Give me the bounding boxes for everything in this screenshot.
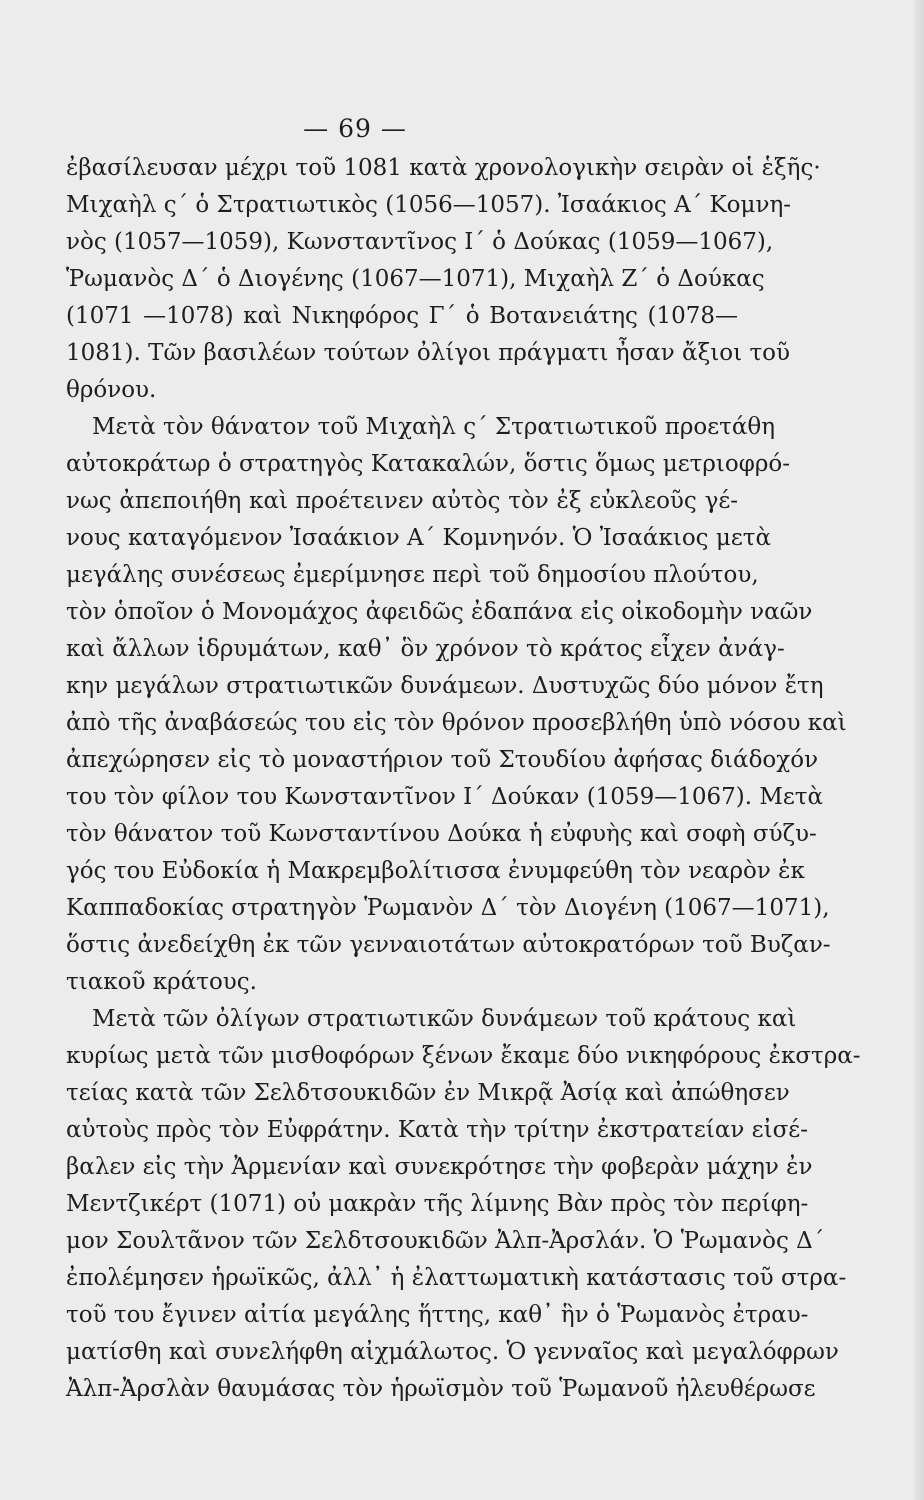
text-line: αὐτοκράτωρ ὁ στρατηγὸς Κατακαλών, ὅστις ὅμως μετριοφρό- xyxy=(66,451,791,477)
text-line: τὸν ὁποῖον ὁ Μονομάχος ἀφειδῶς ἐδαπάνα εἰς οἰκοδομὴν ναῶν xyxy=(66,599,813,625)
text-line: (1071 —1078) καὶ Νικηφόρος Γ΄ ὁ Βοτανειάτης (1078— xyxy=(66,303,738,329)
text-line: τείας κατὰ τῶν Σελδτσουκιδῶν ἐν Μικρᾷ Ἀσίᾳ καὶ ἀπώθησεν xyxy=(66,1080,790,1106)
text-line: μεγάλης συνέσεως ἐμερίμνησε περὶ τοῦ δημοσίου πλούτου, xyxy=(66,562,759,588)
text-line: Μιχαὴλ ς΄ ὁ Στρατιωτικὸς (1056—1057). Ἰσαάκιος Α΄ Κομνη- xyxy=(66,192,791,218)
text-line: ἀπὸ τῆς ἀναβάσεώς του εἰς τὸν θρόνον προσεβλήθη ὑπὸ νόσου καὶ xyxy=(66,710,847,736)
text-line: ἀπεχώρησεν εἰς τὸ μοναστήριον τοῦ Στουδίου ἀφήσας διάδοχόν xyxy=(66,747,819,773)
body-text xyxy=(66,150,861,1408)
text-line: αὐτοὺς πρὸς τὸν Εὐφράτην. Κατὰ τὴν τρίτην ἐκστρατείαν εἰσέ- xyxy=(66,1117,808,1143)
text-line: 1081). Τῶν βασιλέων τούτων ὀλίγοι πράγματι ἦσαν ἄξιοι τοῦ xyxy=(66,340,790,366)
text-line: του τὸν φίλον του Κωνσταντῖνον Ι΄ Δούκαν (1059—1067). Μετὰ xyxy=(66,784,824,810)
text-line: Καππαδοκίας στρατηγὸν Ῥωμανὸν Δ΄ τὸν Διογένη (1067—1071), xyxy=(66,895,830,921)
text-line: νὸς (1057—1059), Κωνσταντῖνος Ι΄ ὁ Δούκας (1059—1067), xyxy=(66,229,774,255)
text-line: ματίσθη καὶ συνελήφθη αἰχμάλωτος. Ὁ γενναῖος καὶ μεγαλόφρων xyxy=(66,1339,839,1365)
text-line: Μεντζικέρτ (1071) οὐ μακρὰν τῆς λίμνης Βὰν πρὸς τὸν περίφη- xyxy=(66,1191,809,1217)
text-line: τιακοῦ κράτους. xyxy=(66,969,257,995)
text-line: Μετὰ τὸν θάνατον τοῦ Μιχαὴλ ς΄ Στρατιωτικοῦ προετάθη xyxy=(92,414,775,440)
text-line: ἐβασίλευσαν μέχρι τοῦ 1081 κατὰ χρονολογικὴν σειρὰν οἱ ἑξῆς· xyxy=(66,155,821,181)
page-number: — 69 — xyxy=(303,114,407,143)
text-line: Ἀλπ-Ἀρσλὰν θαυμάσας τὸν ἡρωϊσμὸν τοῦ Ῥωμανοῦ ἠλευθέρωσε xyxy=(66,1376,816,1402)
text-line: βαλεν εἰς τὴν Ἀρμενίαν καὶ συνεκρότησε τὴν φοβερὰν μάχην ἐν xyxy=(66,1154,813,1180)
page-edge-shadow xyxy=(914,0,924,1500)
text-line: Μετὰ τῶν ὀλίγων στρατιωτικῶν δυνάμεων τοῦ κράτους καὶ xyxy=(92,1006,797,1032)
text-line: Ῥωμανὸς Δ΄ ὁ Διογένης (1067—1071), Μιχαὴλ Ζ΄ ὁ Δούκας xyxy=(66,266,765,292)
text-line: καὶ ἄλλων ἱδρυμάτων, καθ᾽ ὃν χρόνον τὸ κράτος εἶχεν ἀνάγ- xyxy=(66,636,785,662)
text-line: κην μεγάλων στρατιωτικῶν δυνάμεων. Δυστυχῶς δύο μόνον ἔτη xyxy=(66,673,824,699)
text-line: μον Σουλτᾶνον τῶν Σελδτσουκιδῶν Ἀλπ-Ἀρσλάν. Ὁ Ῥωμανὸς Δ΄ xyxy=(66,1228,825,1254)
text-line: νους καταγόμενον Ἰσαάκιον Α΄ Κομνηνόν. Ὁ Ἰσαάκιος μετὰ xyxy=(66,525,771,551)
text-line: νως ἀπεποιήθη καὶ προέτεινεν αὐτὸς τὸν ἐξ εὐκλεοῦς γέ- xyxy=(66,488,738,514)
text-line: ἐπολέμησεν ἡρωϊκῶς, ἀλλ᾽ ἡ ἐλαττωματικὴ κατάστασις τοῦ στρα- xyxy=(66,1265,847,1291)
text-line: ὅστις ἀνεδείχθη ἐκ τῶν γενναιοτάτων αὐτοκρατόρων τοῦ Βυζαν- xyxy=(66,932,831,958)
text-line: θρόνου. xyxy=(66,377,157,403)
text-line: κυρίως μετὰ τῶν μισθοφόρων ξένων ἔκαμε δύο νικηφόρους ἐκστρα- xyxy=(66,1043,861,1069)
text-line: γός του Εὐδοκία ἡ Μακρεμβολίτισσα ἐνυμφεύθη τὸν νεαρὸν ἐκ xyxy=(66,858,805,884)
text-line: τοῦ του ἔγινεν αἰτία μεγάλης ἥττης, καθ᾽ ἣν ὁ Ῥωμανὸς ἐτραυ- xyxy=(66,1302,809,1328)
text-line: τὸν θάνατον τοῦ Κωνσταντίνου Δούκα ἡ εὐφυὴς καὶ σοφὴ σύζυ- xyxy=(66,821,817,847)
